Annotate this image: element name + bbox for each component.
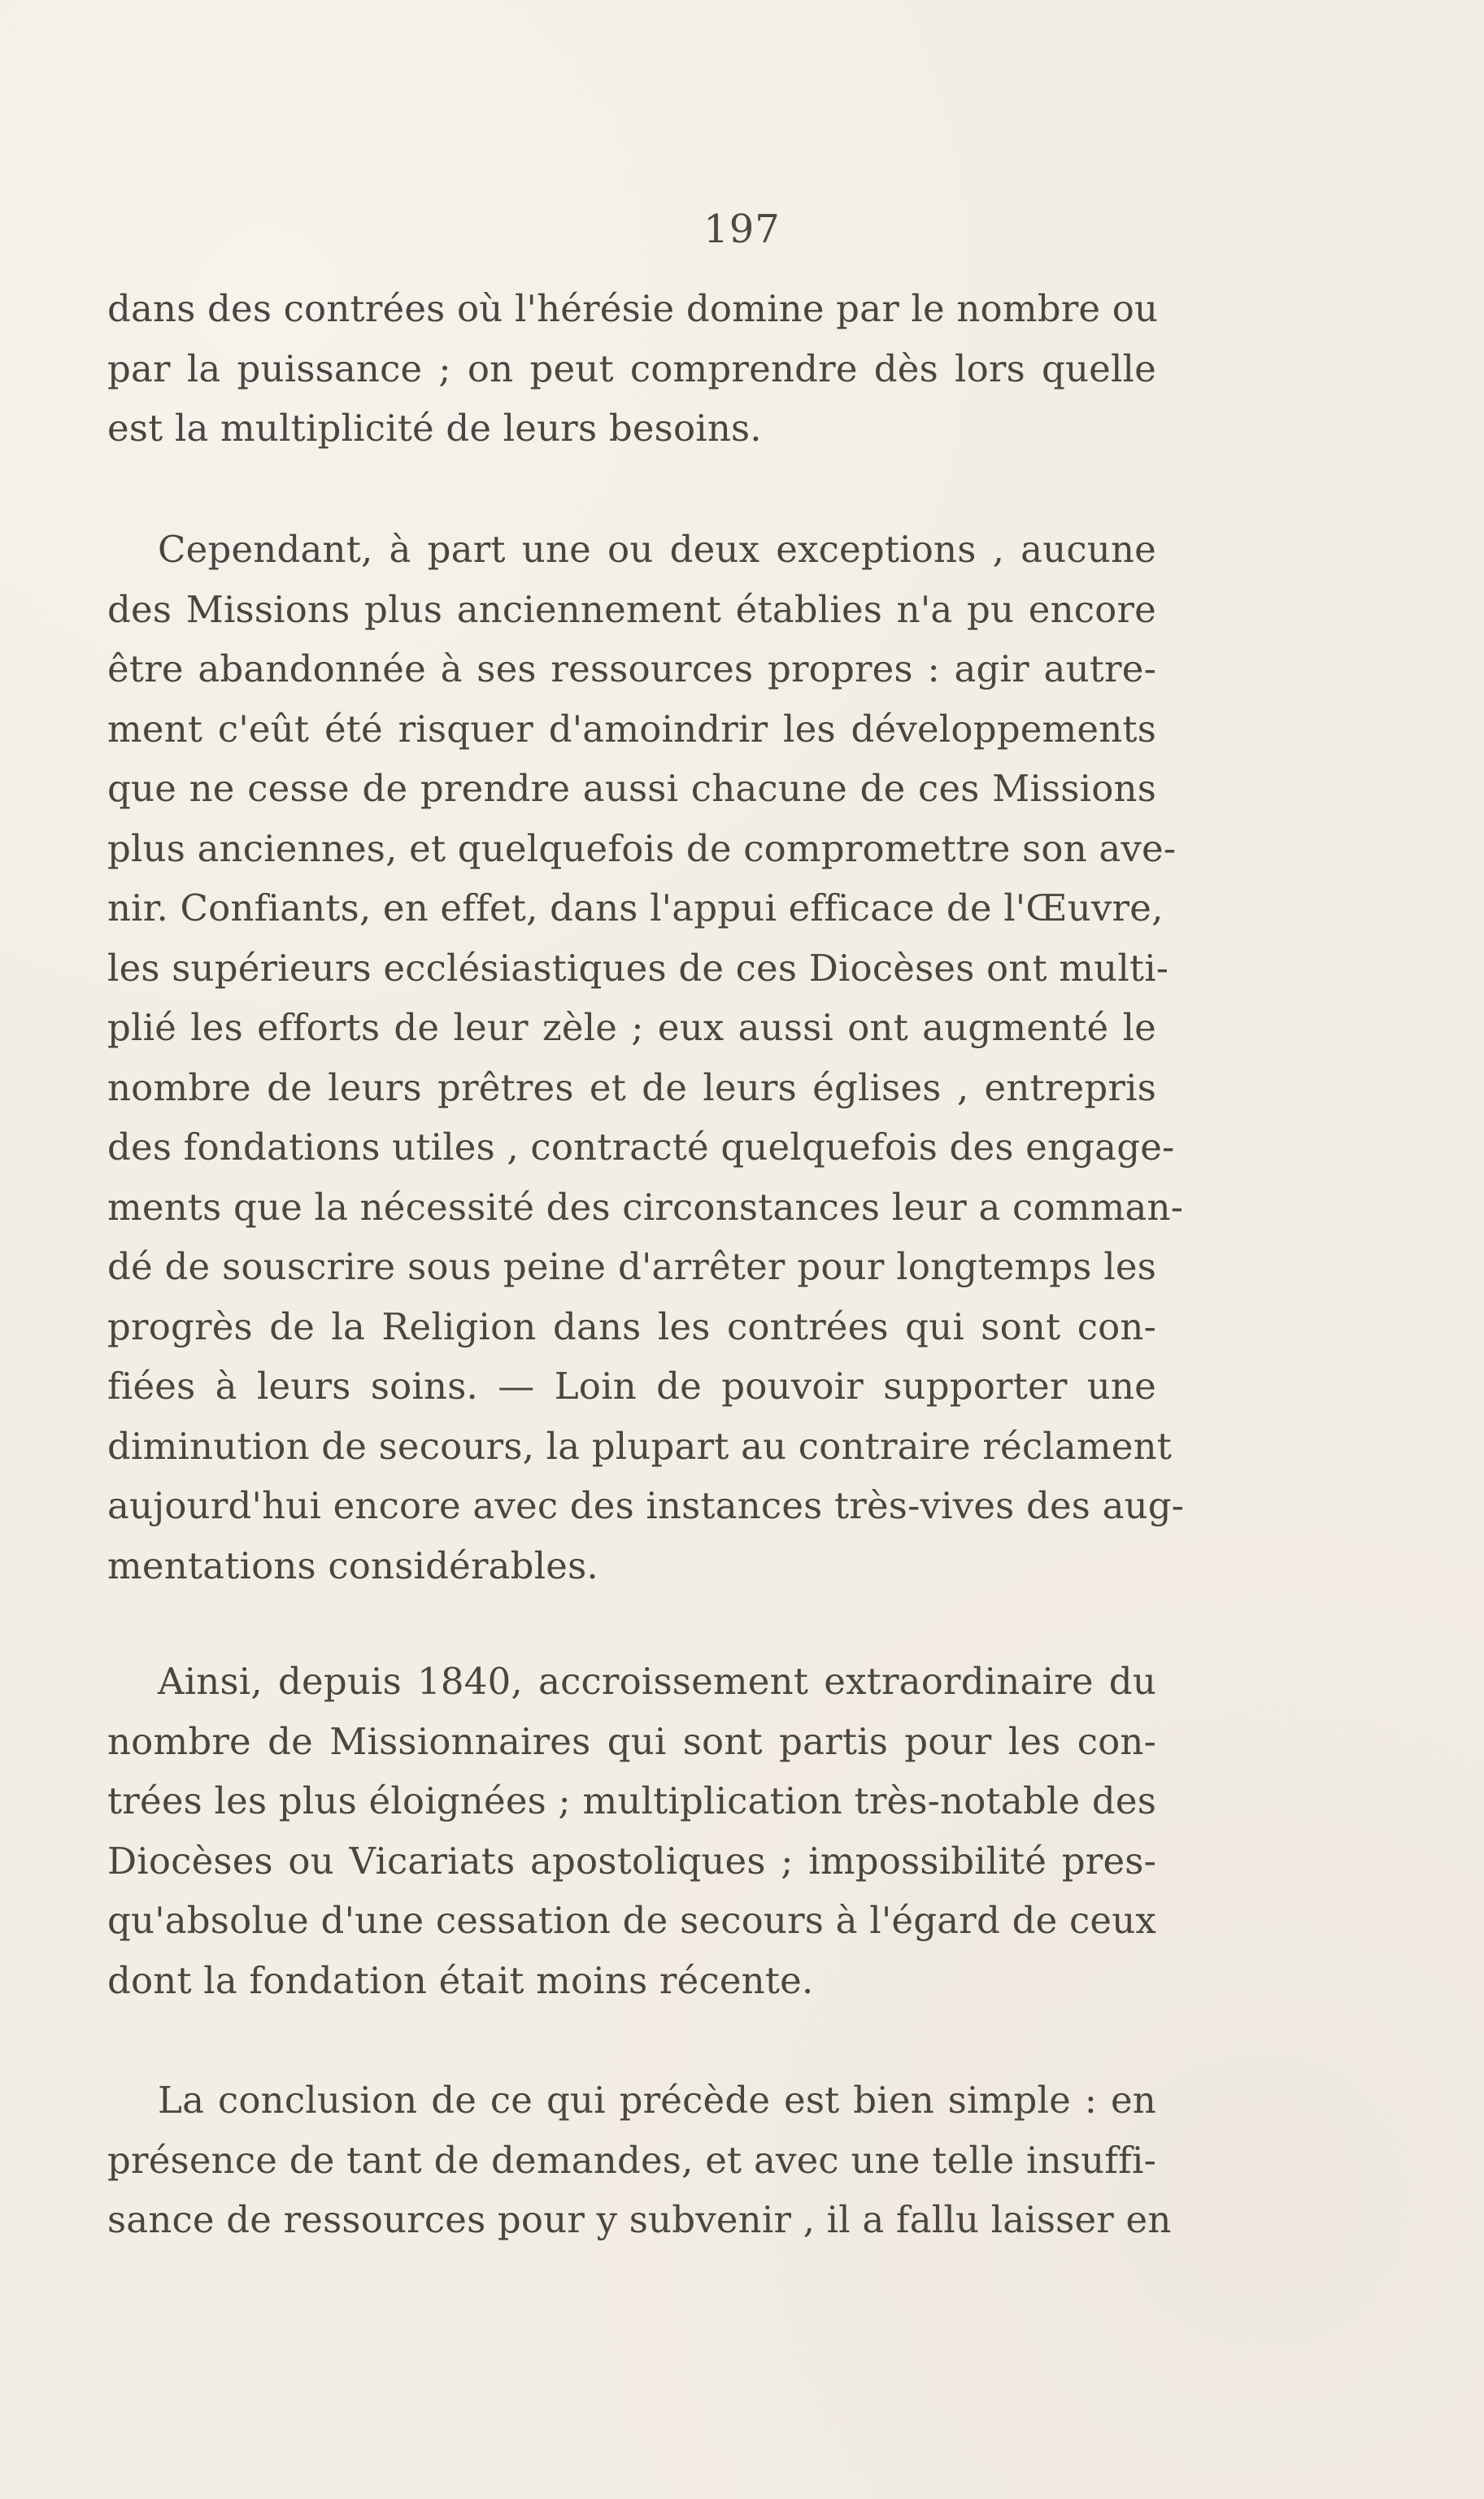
paragraph-line: que ne cesse de prendre aussi chacune de ces Missions [107, 767, 1156, 810]
paragraph-line: dont la fondation était moins récente. [107, 1958, 814, 2002]
paragraph-line: Ainsi, depuis 1840, accroissement extraordinaire du [158, 1660, 1156, 1703]
paragraph-line: dé de souscrire sous peine d'arrêter pour longtemps les [107, 1245, 1156, 1288]
paragraph-line: dans des contrées où l'hérésie domine par le nombre ou [107, 287, 1159, 330]
paragraph-line: des Missions plus anciennement établies n'a pu encore [107, 587, 1156, 631]
paragraph-3 [107, 1652, 1156, 2010]
paragraph-4 [107, 2070, 1172, 2250]
paragraph-line: diminution de secours, la plupart au contraire réclament [107, 1424, 1173, 1468]
paragraph-line: Cependant, à part une ou deux exceptions , aucune [158, 528, 1156, 571]
paragraph-line: Diocèses ou Vicariats apostoliques ; impossibilité pres- [107, 1839, 1156, 1883]
paragraph-line: nombre de Missionnaires qui sont partis pour les con- [107, 1719, 1156, 1763]
paragraph-1 [107, 279, 1159, 459]
paragraph-line: plié les efforts de leur zèle ; eux aussi ont augmenté le [107, 1006, 1156, 1049]
paragraph-line: trées les plus éloignées ; multiplication très-notable des [107, 1779, 1156, 1822]
paragraph-line: nombre de leurs prêtres et de leurs églises , entrepris [107, 1065, 1156, 1109]
page-number: 197 [703, 207, 781, 252]
paragraph-2 [107, 520, 1185, 1596]
paragraph-line: sance de ressources pour y subvenir , il a fallu laisser en [107, 2198, 1172, 2241]
paragraph-line: fiées à leurs soins. — Loin de pouvoir supporter une [107, 1365, 1156, 1408]
paragraph-line: nir. Confiants, en effet, dans l'appui efficace de l'Œuvre, [107, 886, 1164, 930]
paragraph-line: plus anciennes, et quelquefois de compromettre son ave- [107, 826, 1177, 870]
paragraph-line: être abandonnée à ses ressources propres : agir autre- [107, 647, 1156, 690]
paragraph-line: des fondations utiles , contracté quelquefois des engage- [107, 1125, 1175, 1169]
paragraph-line: La conclusion de ce qui précède est bien simple : en [158, 2079, 1156, 2122]
paragraph-line: aujourd'hui encore avec des instances très-vives des aug- [107, 1484, 1185, 1527]
paragraph-line: mentations considérables. [107, 1543, 598, 1587]
paragraph-line: les supérieurs ecclésiastiques de ces Diocèses ont multi- [107, 946, 1169, 990]
paragraph-line: progrès de la Religion dans les contrées qui sont con- [107, 1304, 1156, 1348]
paragraph-line: ments que la nécessité des circonstances leur a comman- [107, 1185, 1184, 1229]
paragraph-line: présence de tant de demandes, et avec une telle insuffi- [107, 2138, 1156, 2182]
paragraph-line: est la multiplicité de leurs besoins. [107, 407, 762, 450]
paragraph-line: ment c'eût été risquer d'amoindrir les développements [107, 707, 1156, 751]
paragraph-line: par la puissance ; on peut comprendre dès lors quelle [107, 346, 1156, 390]
paragraph-line: qu'absolue d'une cessation de secours à l'égard de ceux [107, 1899, 1156, 1942]
